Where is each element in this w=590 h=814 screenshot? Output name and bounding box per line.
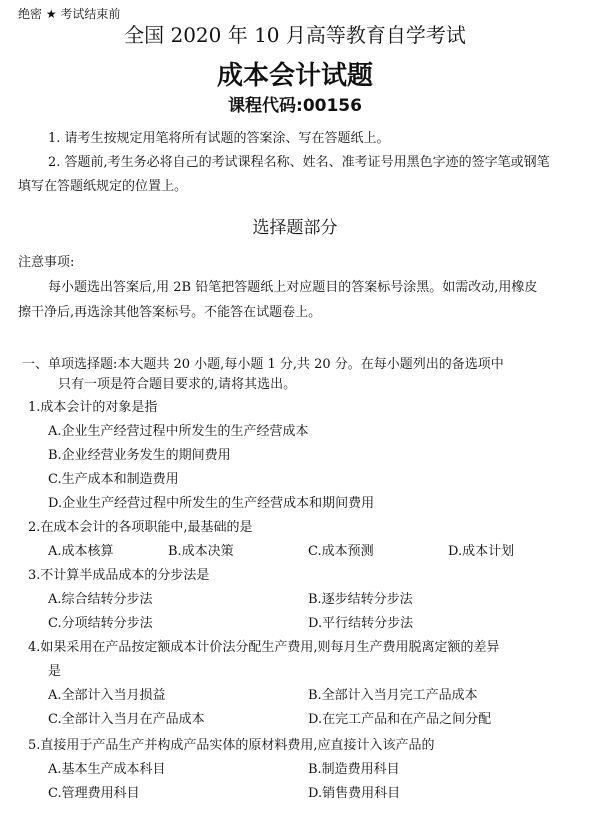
confidential-note: 绝密 ★ 考试结束前 [18,7,121,21]
notice-heading: 注意事项: [18,255,75,270]
q2-option-b: B.成本决策 [168,544,234,559]
exam-title: 全国 2020 年 10 月高等教育自学考试 [124,23,466,47]
q1-option-d: D.企业生产经营过程中所发生的生产经营成本和期间费用 [48,496,375,511]
q1-option-c: C.生产成本和制造费用 [48,472,179,487]
question-2: 2.在成本会计的各项职能中,最基础的是 [28,520,253,535]
q5-option-a: A.基本生产成本科目 [48,762,166,777]
q5-option-b: B.制造费用科目 [308,762,400,777]
q3-option-a: A.综合结转分步法 [48,592,153,607]
q3-option-b: B.逐步结转分步法 [308,592,413,607]
section-title: 选择题部分 [252,218,338,238]
q2-option-c: C.成本预测 [308,544,374,559]
course-code: 课程代码:00156 [228,96,362,116]
instruction-2a: 2. 答题前,考生务必将自己的考试课程名称、姓名、准考证号用黑色字迹的签字笔或钢笔 [48,155,550,170]
q1-option-a: A.企业生产经营过程中所发生的生产经营成本 [48,424,309,439]
question-1: 1.成本会计的对象是指 [28,400,158,415]
instruction-2b: 填写在答题纸规定的位置上。 [18,179,188,194]
q4-option-a: A.全部计入当月损益 [48,688,166,703]
question-3: 3.不计算半成品成本的分步法是 [28,568,210,583]
question-5: 5.直接用于产品生产并构成产品实体的原材料费用,应直接计入该产品的 [28,738,435,753]
q4-option-d: D.在完工产品和在产品之间分配 [308,712,492,727]
q2-option-a: A.成本核算 [48,544,114,559]
part1-heading-b: 只有一项是符合题目要求的,请将其选出。 [58,377,297,392]
notice-text-a: 每小题选出答案后,用 2B 铅笔把答题纸上对应题目的答案标号涂黑。如需改动,用橡皮 [48,280,538,295]
q1-option-b: B.企业经营业务发生的期间费用 [48,448,231,463]
instruction-1: 1. 请考生按规定用笔将所有试题的答案涂、写在答题纸上。 [48,131,390,146]
notice-text-b: 擦干净后,再选涂其他答案标号。不能答在试题卷上。 [18,305,322,320]
part1-heading-a: 一、单项选择题:本大题共 20 小题,每小题 1 分,共 20 分。在每小题列出的备选项中 [22,357,504,372]
q4-option-b: B.全部计入当月完工产品成本 [308,688,478,703]
subject-title: 成本会计试题 [216,61,373,91]
q5-option-c: C.管理费用科目 [48,786,140,801]
q3-option-c: C.分项结转分步法 [48,616,153,631]
q3-option-d: D.平行结转分步法 [308,616,414,631]
question-4a: 4.如果采用在产品按定额成本计价法分配生产费用,则每月生产费用脱离定额的差异 [28,640,500,655]
q5-option-d: D.销售费用科目 [308,786,401,801]
question-4b: 是 [48,664,62,679]
q2-option-d: D.成本计划 [448,544,515,559]
q4-option-c: C.全部计入当月在产品成本 [48,712,205,727]
